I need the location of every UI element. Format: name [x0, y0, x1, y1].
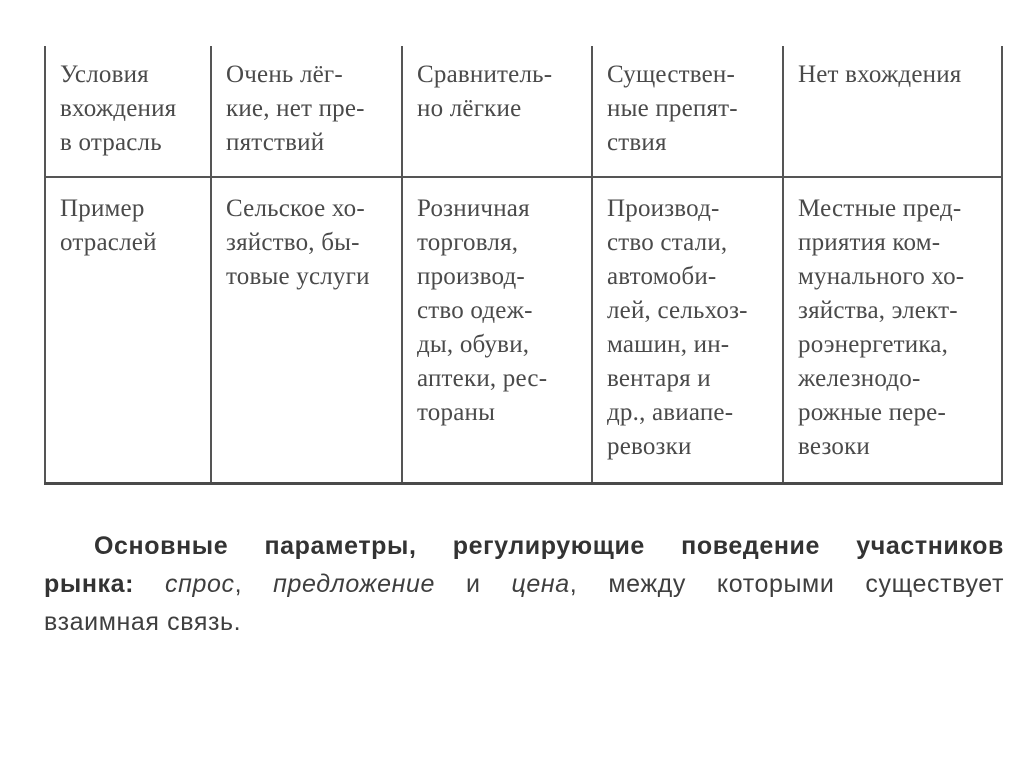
- table-cell: Сравнитель- но лёгкие: [402, 46, 592, 177]
- table-cell: Очень лёг- кие, нет пре- пятствий: [211, 46, 402, 177]
- paragraph-line-2: [44, 565, 1004, 603]
- italic-term: цена: [511, 570, 570, 598]
- table-cell: Нет вхождения: [783, 46, 1002, 177]
- table-row-industry-examples: [45, 177, 1002, 484]
- paragraph-text: , между которыми существует: [569, 570, 1004, 598]
- table-cell: Розничная торговля, производ- ство одеж- ды, обуви, аптеки, рес- тораны: [402, 177, 592, 484]
- separator-text: и: [465, 570, 481, 598]
- italic-term: спрос: [165, 570, 235, 598]
- table-cell: Существен- ные препят- ствия: [592, 46, 783, 177]
- market-entry-table: [44, 46, 1003, 485]
- table-cell: Производ- ство стали, автомоби- лей, сельхоз- машин, ин- вентаря и др., авиапе- ревозки: [592, 177, 783, 484]
- table-cell: Пример отраслей: [45, 177, 211, 484]
- separator-text: ,: [234, 570, 243, 598]
- summary-paragraph: [44, 527, 1004, 641]
- table-cell: Местные пред- приятия ком- мунального хо- зяйства, элект- роэнергетика, железнодо- рожные пере- везоки: [783, 177, 1002, 484]
- table-cell: Условия вхождения в отрасль: [45, 46, 211, 177]
- table-row-entry-conditions: [45, 46, 1002, 177]
- table-cell: Сельское хо- зяйство, бы- товые услуги: [211, 177, 402, 484]
- paragraph-line-1: [44, 527, 1004, 565]
- bold-text: Основные параметры, регулирующие поведение участников: [94, 532, 1004, 560]
- italic-term: предложение: [273, 570, 435, 598]
- paragraph-line-3: взаимная связь.: [44, 608, 242, 636]
- bold-text: рынка:: [44, 570, 135, 598]
